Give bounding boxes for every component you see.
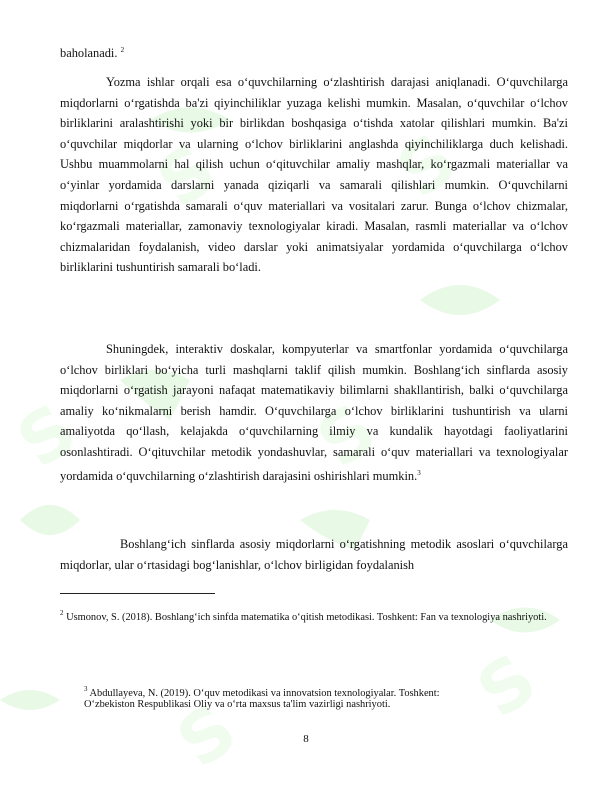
footnote-3-text-line2: O‘zbekiston Respublikasi Oliy va o‘rta maxsus ta'lim vazirligi nashriyoti. [84, 699, 391, 710]
footnote-separator [60, 593, 215, 594]
continuation-line [60, 46, 124, 61]
continuation-text: baholanadi. [60, 46, 118, 60]
svg-text:S: S [382, 117, 472, 214]
footnote-ref-2: 2 [120, 46, 125, 54]
page-number: 8 [303, 733, 309, 745]
footnote-ref-3: 3 [417, 468, 421, 477]
paragraph-2 [60, 339, 568, 486]
svg-text:S: S [302, 387, 392, 484]
svg-text:S: S [2, 387, 92, 484]
paragraph-1: Yozma ishlar orqali esa o‘quvchilarning o‘zlashtirish darajasi aniqlanadi. O‘quvchilarga miqdorlarni o‘rgatishda ba'zi qiyinchiliklar yuzaga kelishi mumkin. Masalan, o‘quvchilar o‘lchov birliklarini aralashtirishi yoki bir birlikdan boshqasiga o‘tishda xatolar qilishlari mumkin. Ba'zi o‘quvchilar miqdorlar va ularning o‘lchov birliklarini anglashda qiyinchiliklarga duch kelishadi. Ushbu muammolarni hal qilish uchun o‘qituvchilar amaliy mashqlar, ko‘rgazmali materiallar va o‘yinlar yordamida darslarni yanada qiziqarli va samarali qilishlari mumkin. O‘quvchilarni miqdorlarni o‘rgatishda samarali o‘quv materiallari va vositalari zarur. Bunga o‘lchov chizmalar, ko‘rgazmali materiallar, zamonaviy texnologiyalar kiradi. Masalan, rasmli materiallar va o‘lchov chizmalaridan foydalanish, video darslar yoki animatsiyalar yordamida o‘quvchilarga o‘lchov birliklarini tushuntirish samarali bo‘ladi. [60, 75, 568, 275]
svg-text:S: S [162, 687, 252, 784]
footnote-2 [60, 604, 560, 627]
svg-text:S: S [142, 127, 232, 224]
paragraph-3: Boshlang‘ich sinflarda asosiy miqdorlarni o‘rgatishning metodik asoslari o‘quvchilarga miqdorlar, ular o‘rtasidagi bog‘lanishlar, o‘lchov birligidan foydalanish [60, 537, 568, 572]
svg-text:S: S [462, 637, 552, 734]
footnote-3-marker: 3 [84, 685, 88, 693]
paragraph-2-text: Shuningdek, interaktiv doskalar, kompyuterlar va smartfonlar yordamida o‘quvchilarga o‘lchov birliklari bo‘yicha turli mashqlarni taklif qilish mumkin. Boshlang‘ich sinflarda asosiy miqdorlarni o‘rgatish jarayoni nafaqat matematikaviy bilimlarni shakllantirish, balki o‘quvchilarga amaliy ko‘nikmalarni berish hamdir. O‘quvchilarga o‘lchov birliklarini tushuntirish va ularni amaliyotda qo‘llash, kelajakda o‘quvchilarning ilmiy va kundalik hayotdagi faoliyatlarini osonlashtiradi. O‘qituvchilar metodik yondashuvlar, samarali o‘quv materiallari va texnologiyalar yordamida o‘quvchilarning o‘zlashtirish darajasini oshirishlari mumkin. [60, 342, 568, 483]
footnote-3-text-line1: Abdullayeva, N. (2019). O‘quv metodikasi va innovatsion texnologiyalar. Toshkent: [89, 688, 440, 699]
footnote-2-marker: 2 [60, 609, 64, 617]
footnote-2-text: Usmonov, S. (2018). Boshlang‘ich sinfda matematika o‘qitish metodikasi. Toshkent: Fan va texnologiya nashriyoti. [66, 612, 547, 623]
